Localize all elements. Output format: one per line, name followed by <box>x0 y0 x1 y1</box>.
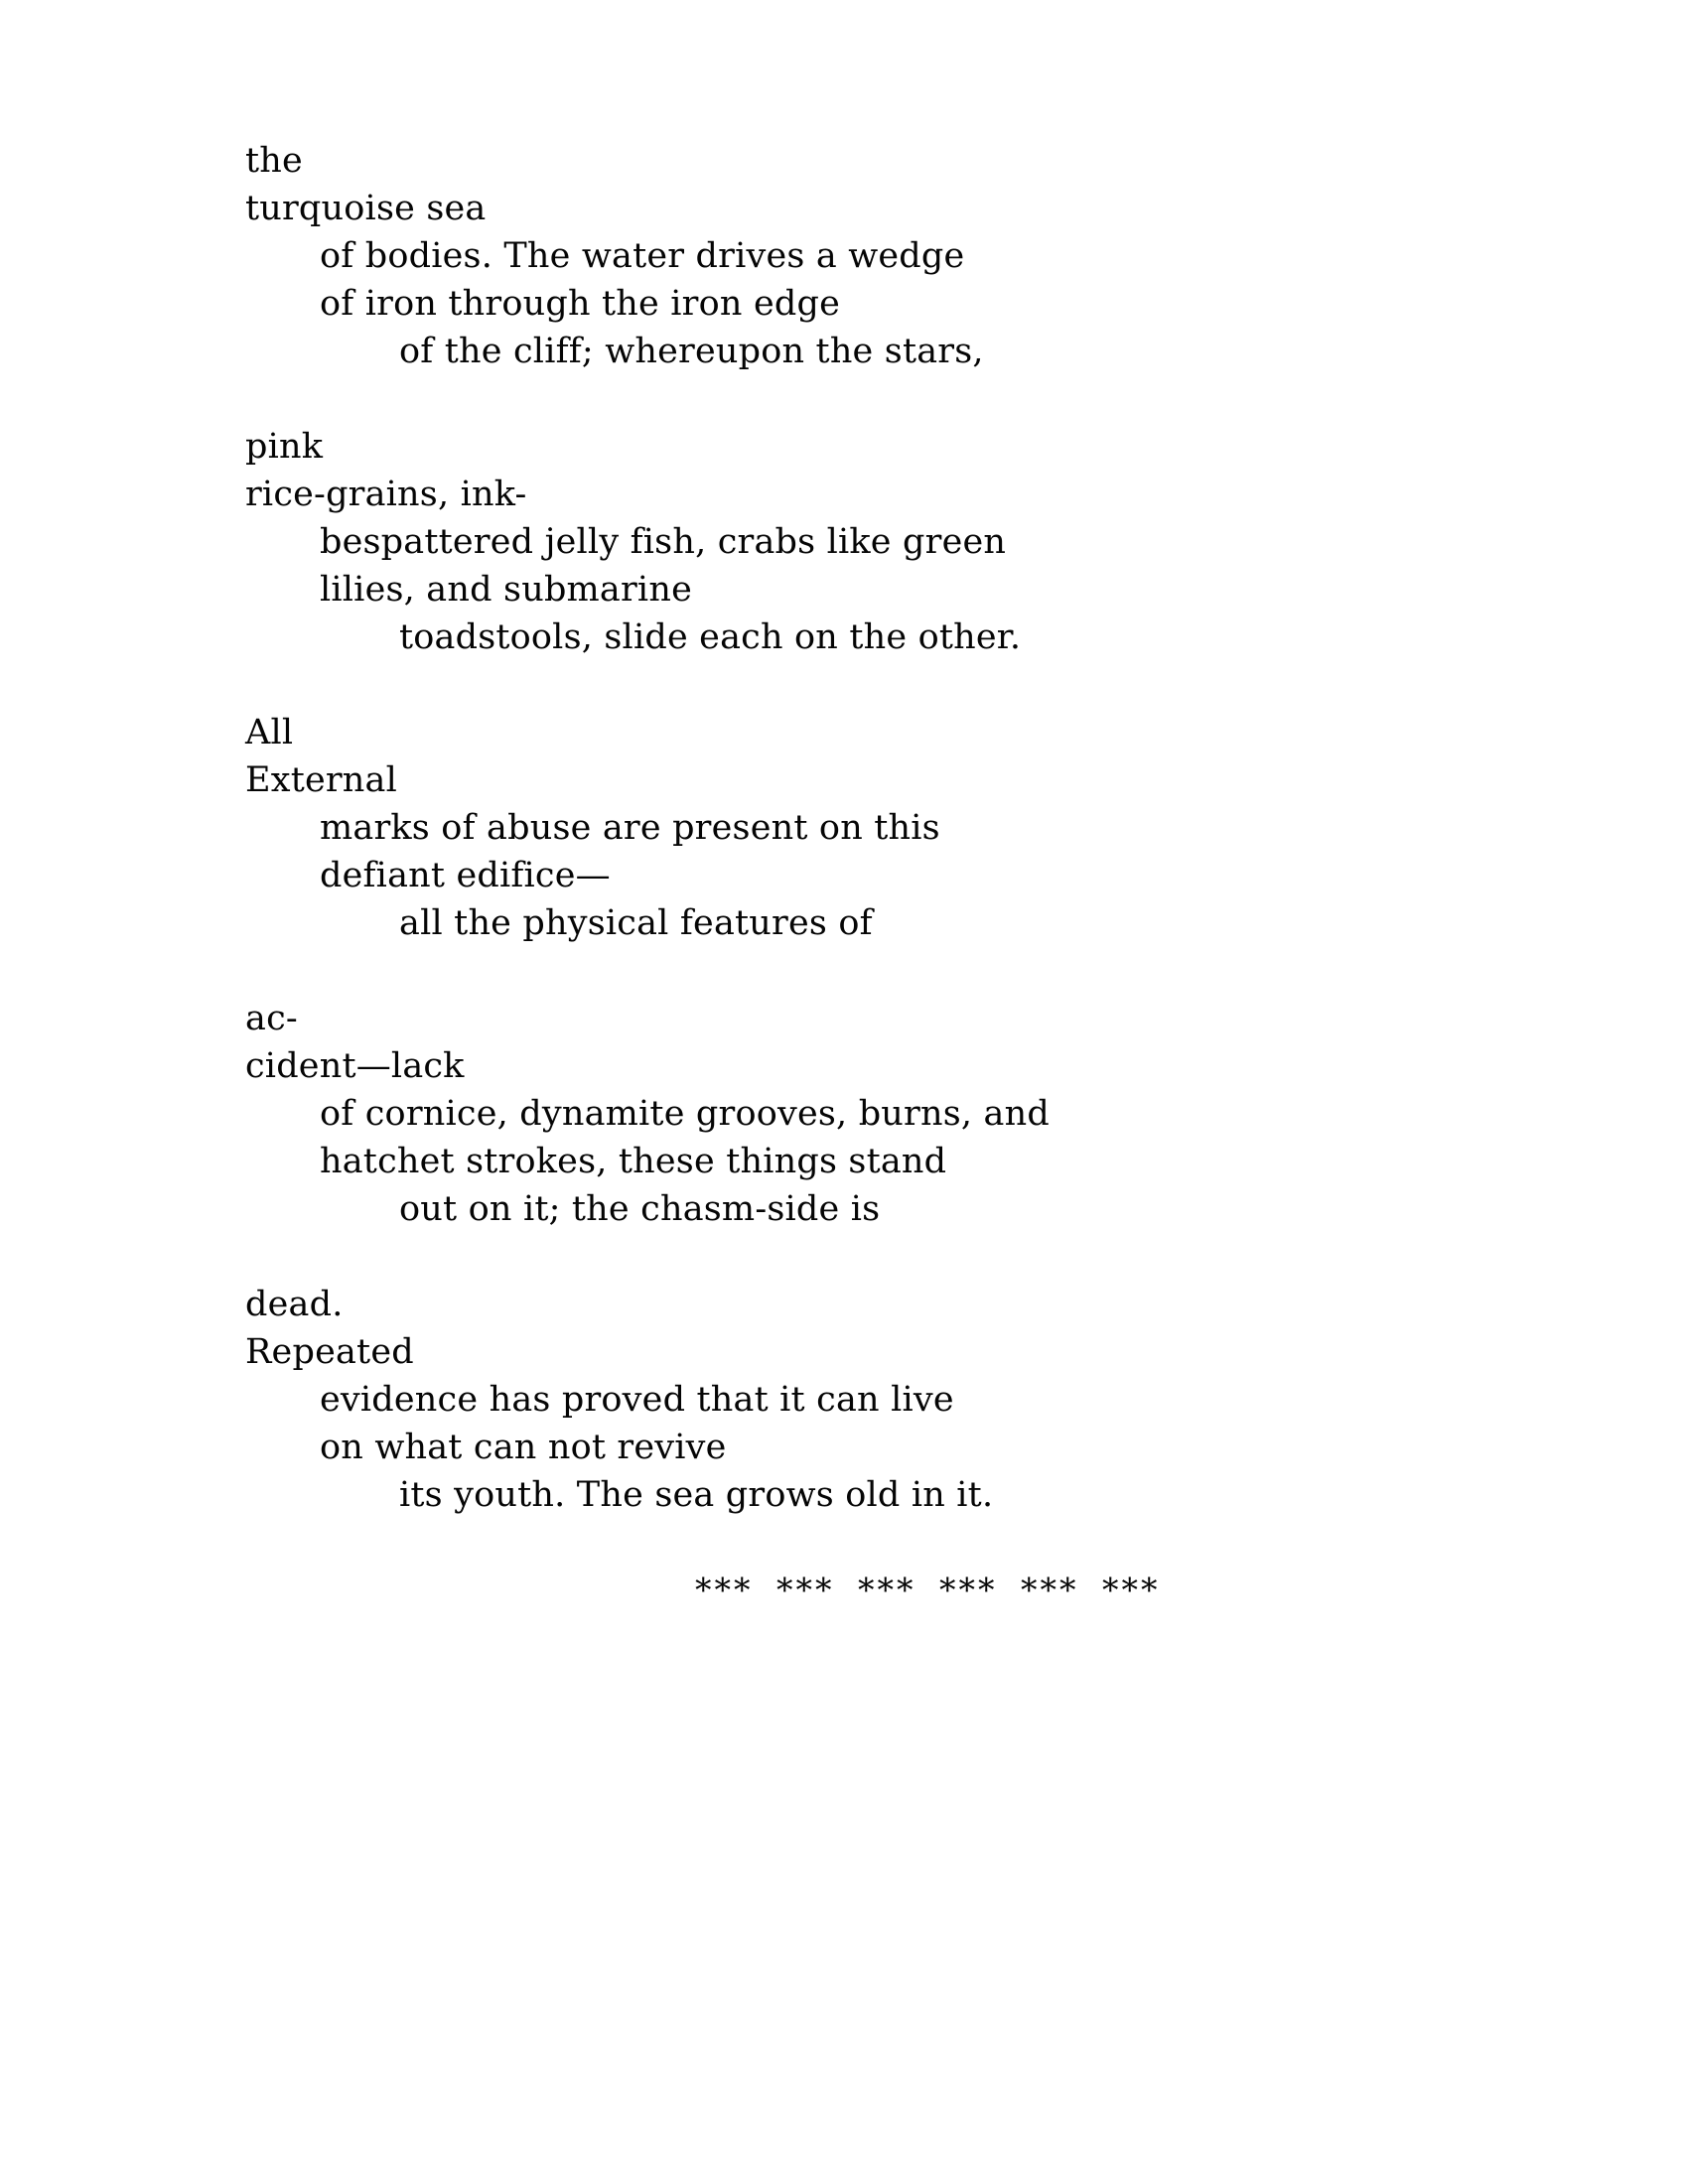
poem-line: bespattered jelly fish, crabs like green <box>320 522 1007 562</box>
poem-line: All <box>245 713 294 752</box>
poem-line: the <box>245 141 303 181</box>
poem <box>245 137 1160 1614</box>
poem-line: of bodies. The water drives a wedge <box>320 236 965 276</box>
poem-line: dead. <box>245 1285 344 1324</box>
poem-line: toadstools, slide each on the other. <box>399 617 1022 657</box>
poem-line: its youth. The sea grows old in it. <box>399 1475 994 1515</box>
poem-line: of the cliff; whereupon the stars, <box>399 332 984 371</box>
poem-line: Repeated <box>245 1332 414 1372</box>
poem-line: pink <box>245 427 324 467</box>
poem-line: cident—lack <box>245 1046 465 1086</box>
stanza <box>245 1281 1160 1519</box>
stanza <box>245 709 1160 947</box>
poem-line: marks of abuse are present on this <box>320 808 940 848</box>
poem-line: evidence has proved that it can live <box>320 1380 954 1420</box>
stanza <box>245 137 1160 375</box>
poem-line: turquoise sea <box>245 189 487 228</box>
poem-line: on what can not revive <box>320 1428 727 1467</box>
poem-line: out on it; the chasm-side is <box>399 1189 881 1229</box>
poem-line: defiant edifice— <box>320 856 611 895</box>
poem-line: of iron through the iron edge <box>320 284 840 324</box>
poem-line: of cornice, dynamite grooves, burns, and <box>320 1094 1050 1134</box>
stanza <box>245 995 1160 1233</box>
stanza <box>245 423 1160 661</box>
poem-line: ac- <box>245 999 298 1038</box>
poem-line: External <box>245 760 397 800</box>
poem-line: lilies, and submarine <box>320 570 692 610</box>
poem-line: rice-grains, ink- <box>245 475 527 514</box>
poem-line: all the physical features of <box>399 903 873 943</box>
asterisk-separator: *** *** *** *** *** *** <box>695 1570 1161 1609</box>
poem-line: hatchet strokes, these things stand <box>320 1142 947 1181</box>
